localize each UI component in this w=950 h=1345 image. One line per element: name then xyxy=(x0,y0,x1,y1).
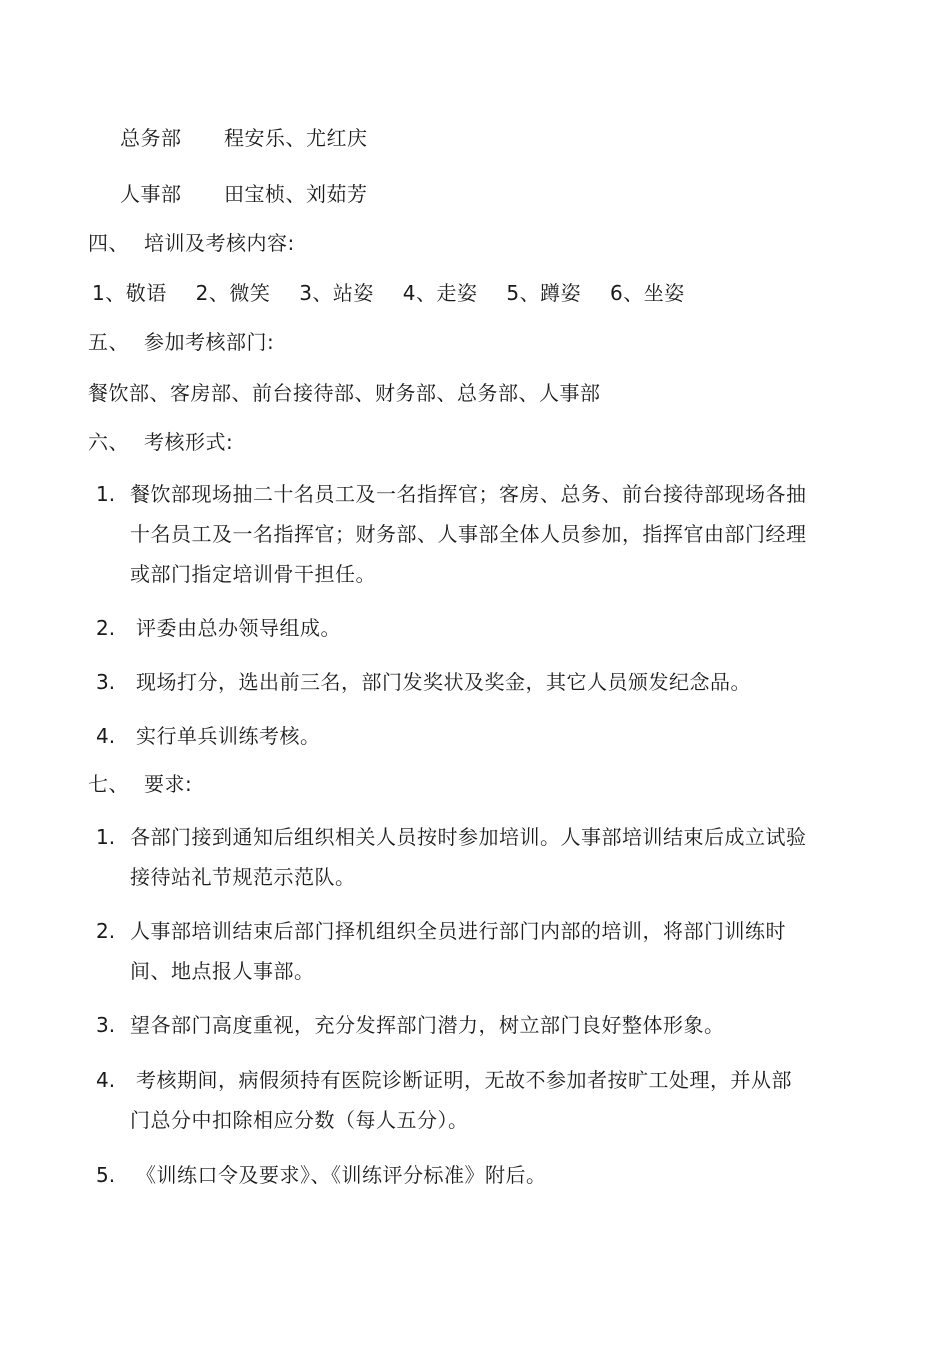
list-item-text: 《训练口令及要求》、《训练评分标准》附后。 xyxy=(136,1163,547,1187)
list-item-text: 现场打分，选出前三名，部门发奖状及奖金，其它人员颁发纪念品。 xyxy=(136,670,751,694)
list-item-number: 4. xyxy=(96,724,116,748)
topic-item: 2、微笑 xyxy=(195,281,271,305)
department-people: 田宝桢、刘茹芳 xyxy=(224,182,368,206)
section-title: 参加考核部门: xyxy=(144,330,275,354)
list-item-number: 1. xyxy=(96,825,116,849)
participating-departments: 餐饮部、客房部、前台接待部、财务部、总务部、人事部 xyxy=(88,381,601,405)
topic-item: 4、走姿 xyxy=(402,281,478,305)
list-item-text: 望各部门高度重视，充分发挥部门潜力，树立部门良好整体形象。 xyxy=(130,1013,725,1037)
list-item-number: 2. xyxy=(96,616,116,640)
list-item-text: 餐饮部现场抽二十名员工及一名指挥官；客房、总务、前台接待部现场各抽十名员工及一名指挥官；财务部、人事部全体人员参加，指挥官由部门经理或部门指定培训骨干担任。 xyxy=(130,482,807,586)
section-number: 五、 xyxy=(88,330,129,354)
section-number: 四、 xyxy=(88,231,129,255)
topic-item: 1、敬语 xyxy=(92,281,167,305)
list-item-number: 2. xyxy=(96,919,116,943)
section-title: 培训及考核内容: xyxy=(144,231,295,255)
list-item-number: 5. xyxy=(96,1163,116,1187)
list-item-number: 3. xyxy=(96,670,116,694)
topic-item: 5、蹲姿 xyxy=(506,281,582,305)
topic-item: 6、坐姿 xyxy=(609,281,685,305)
department-name: 总务部 xyxy=(120,126,182,150)
list-item-text: 实行单兵训练考核。 xyxy=(136,724,321,748)
list-item-number: 3. xyxy=(96,1013,116,1037)
list-item-number: 4. xyxy=(96,1068,116,1092)
list-item-text: 考核期间，病假须持有医院诊断证明，无故不参加者按旷工处理，并从部门总分中扣除相应分数（每人五分）。 xyxy=(130,1068,792,1132)
section-number: 六、 xyxy=(88,430,129,454)
section-number: 七、 xyxy=(88,772,129,796)
section-title: 考核形式: xyxy=(144,430,234,454)
department-name: 人事部 xyxy=(120,182,182,206)
list-item-number: 1. xyxy=(96,482,116,506)
department-people: 程安乐、尤红庆 xyxy=(224,126,368,150)
list-item-text: 评委由总办领导组成。 xyxy=(136,616,341,640)
training-topics xyxy=(92,280,707,306)
list-item-text: 人事部培训结束后部门择机组织全员进行部门内部的培训，将部门训练时间、地点报人事部。 xyxy=(130,919,786,983)
list-item-text: 各部门接到通知后组织相关人员按时参加培训。人事部培训结束后成立试验接待站礼节规范示范队。 xyxy=(130,825,807,889)
topic-item: 3、站姿 xyxy=(299,281,374,305)
section-title: 要求: xyxy=(144,772,193,796)
